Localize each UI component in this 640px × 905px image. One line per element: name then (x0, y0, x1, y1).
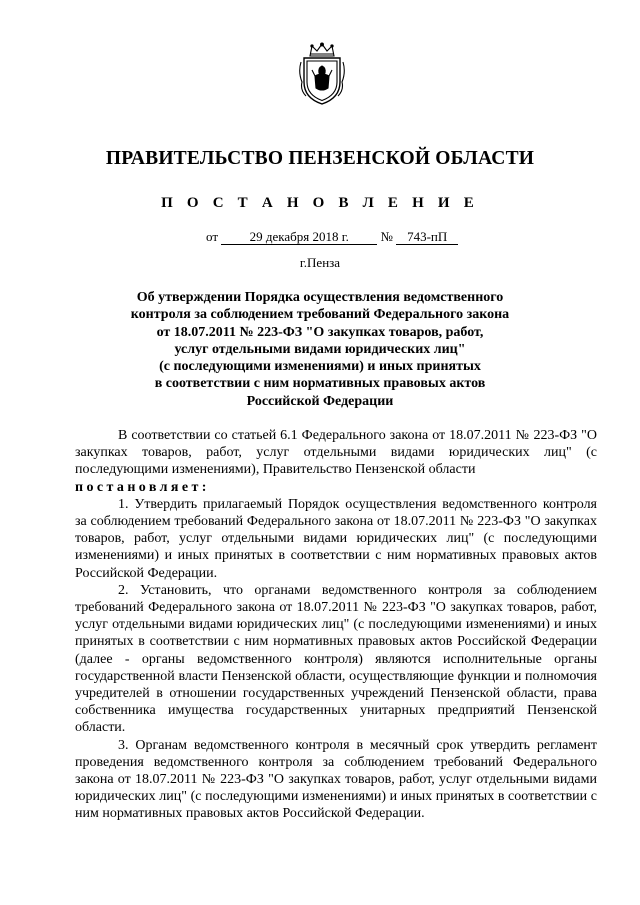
heading-line: контроля за соблюдением требований Федерального закона (130, 307, 510, 323)
item-paragraph-3: 3. Органам ведомственного контроля в месячный срок утвердить регламент проведения ведомственного контроля за соблюдением требований Федерального закона от 18.07.2011 № 223-ФЗ "О закупках товаров, работ, услуг отдельными видами юридических лиц" (с последующими изменениями) и иных принятых в соответствии с ним нормативных правовых актов Российской Федерации. (75, 737, 597, 822)
heading-line: Об утверждении Порядка осуществления ведомственного (136, 290, 504, 305)
heading-line: в соответствии с ним нормативных правовых актов (154, 376, 486, 392)
document-heading (100, 289, 540, 410)
heading-line: (с последующими изменениями) и иных принятых (159, 359, 481, 375)
document-number: 743-пП (396, 229, 458, 245)
coat-of-arms-icon (298, 42, 346, 106)
heading-line: Российской Федерации (246, 393, 394, 409)
item-paragraph-1: 1. Утвердить прилагаемый Порядок осуществления ведомственного контроля за соблюдением требований Федерального закона от 18.07.2011 № 223-ФЗ "О закупках товаров, работ, услуг отдельными видами юридических лиц" (с последующими изменениями) и иных принятых в соответствии с ним нормативных правовых актов Российской Федерации. (75, 496, 597, 581)
document-type: П О С Т А Н О В Л Е Н И Е (161, 195, 479, 211)
resolve-word: постановляет: (75, 479, 210, 495)
document-body (75, 427, 597, 823)
heading-line: услуг отдельными видами юридических лиц" (174, 341, 466, 357)
preamble-paragraph: В соответствии со статьей 6.1 Федерального закона от 18.07.2011 № 223-ФЗ "О закупках товаров, работ, услуг отдельными видами юридических лиц" (с последующими изменениями), Правительство Пензенской области (75, 428, 597, 478)
city: г.Пенза (299, 255, 341, 270)
document-date: 29 декабря 2018 г. (221, 229, 377, 245)
date-number-line (206, 229, 458, 245)
heading-line: от 18.07.2011 № 223-ФЗ "О закупках товаров, работ, (156, 324, 484, 340)
number-prefix: № (380, 229, 393, 244)
resolve-line (75, 479, 597, 496)
government-name: ПРАВИТЕЛЬСТВО ПЕНЗЕНСКОЙ ОБЛАСТИ (105, 148, 535, 169)
item-paragraph-2: 2. Установить, что органами ведомственного контроля за соблюдением требований Федерального закона от 18.07.2011 № 223-ФЗ "О закупках товаров, работ, услуг отдельными видами юридических лиц" (с последующими изменениями) и иных принятых в соответствии с ним нормативных правовых актов Российской Федерации (далее - органы ведомственного контроля) являются исполнительные органы государственной власти Пензенской области, осуществляющие функции и полномочия учредителей в отношении государственных учреждений Пензенской области, права собственника имущества государственных унитарных предприятий Пензенской области. (75, 582, 597, 736)
date-prefix: от (206, 229, 219, 244)
